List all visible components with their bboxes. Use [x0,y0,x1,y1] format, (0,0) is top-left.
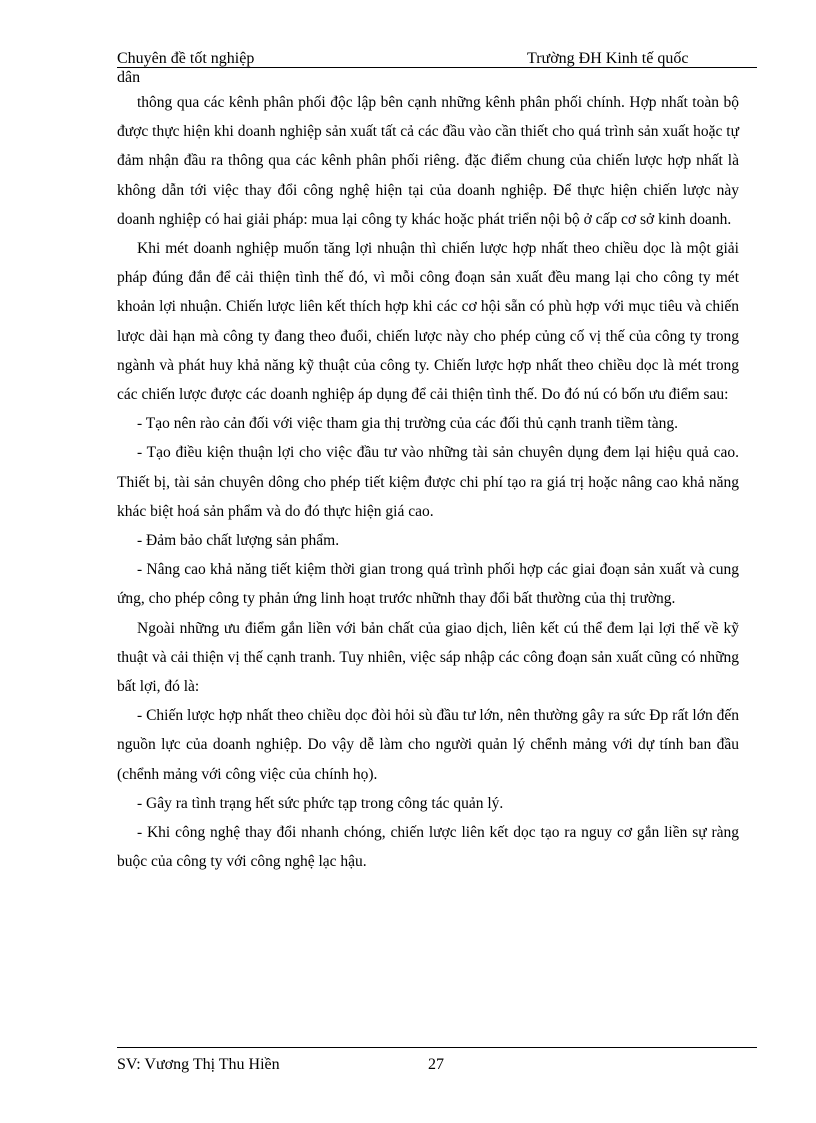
header-university-continued: dân [117,69,141,86]
paragraph: thông qua các kênh phân phối độc lập bên cạnh những kênh phân phối chính. Hợp nhất toàn bộ được thực hiện khi doanh nghiệp sản xuất tất cả các đầu vào cần thiết cho quá trình sản xuất hoặc tự đảm nhận đầu ra thông qua các kênh phân phối riêng. đặc điểm chung của chiến lược hợp nhất là không dẫn tới việc thay đổi công nghệ hiện tại của doanh nghiệp. Để thực hiện chiến lược này doanh nghiệp có hai giải pháp: mua lại công ty khác hoặc phát triển nội bộ ở cấp cơ sở kinh doanh. [117,94,739,228]
bullet-paragraph: - Nâng cao khả năng tiết kiệm thời gian trong quá trình phối hợp các giai đoạn sản xuất và cung ứng, cho phép công ty phản ứng linh hoạt trước nhữnh thay đổi bất thường của thị trường. [117,561,739,608]
page-header [117,50,757,90]
document-body [117,88,739,876]
bullet-paragraph: - Khi công nghệ thay đổi nhanh chóng, chiến lược liên kết dọc tạo ra nguy cơ gắn liền sự ràng buộc của công ty với công nghệ lạc hậu. [117,824,739,871]
bullet-paragraph: - Gây ra tình trạng hết sức phức tạp trong công tác quản lý. [137,794,504,812]
bullet-paragraph: - Tạo nên rào cản đối với việc tham gia thị trường của các đối thủ cạnh tranh tiềm tàng. [137,415,678,433]
paragraph: Ngoài những ưu điểm gắn liền với bản chất của giao dịch, liên kết cú thể đem lại lợi thế về kỹ thuật và cải thiện vị thế cạnh tranh. Tuy nhiên, việc sáp nhập các công đoạn sản xuất cũng có những bất lợi, đó là: [117,619,739,696]
footer-author: SV: Vương Thị Thu Hiền [117,1056,280,1073]
header-rule [117,67,757,68]
bullet-paragraph: - Chiến lược hợp nhất theo chiều dọc đòi hỏi sù đầu tư lớn, nên thường gây ra sức Ðp rất lớn đến nguồn lực của doanh nghiệp. Do vậy dễ làm cho người quản lý chểnh mảng với dự tính ban đầu (chểnh mảng với công việc của chính họ). [117,707,739,783]
page-number: 27 [428,1056,444,1073]
bullet-paragraph: - Tạo điều kiện thuận lợi cho việc đầu tư vào những tài sản chuyên dụng đem lại hiệu quả cao. Thiết bị, tài sản chuyên dông cho phép tiết kiệm được chi phí tạo ra giá trị hoặc nâng cao khả năng khác biệt hoá sản phẩm và do đó thực hiện giá cao. [117,444,739,520]
bullet-paragraph: - Đảm bảo chất lượng sản phẩm. [137,532,340,550]
header-university: Trường ĐH Kinh tế quốc [527,50,689,67]
header-document-title: Chuyên đề tốt nghiệp [117,50,255,67]
paragraph: Khi mét doanh nghiệp muốn tăng lợi nhuận thì chiến lược hợp nhất theo chiều dọc là một giải pháp đúng đắn để cải thiện tình thế đó, vì mỗi công đoạn sản xuất đều mang lại cho công ty mét khoản lợi nhuận. Chiến lược liên kết thích hợp khi các cơ hội sẵn có phù hợp với mục tiêu và chiến lược dài hạn mà công ty đang theo đuổi, chiến lược này cho phép củng cố vị thế của công ty trong ngành và phát huy khả năng kỹ thuật của công ty. Chiến lược hợp nhất theo chiều dọc là mét trong các chiến lược được các doanh nghiệp áp dụng để cải thiện tình thế. Do đó nú có bốn ưu điểm sau: [117,240,739,404]
footer-rule [117,1047,757,1048]
